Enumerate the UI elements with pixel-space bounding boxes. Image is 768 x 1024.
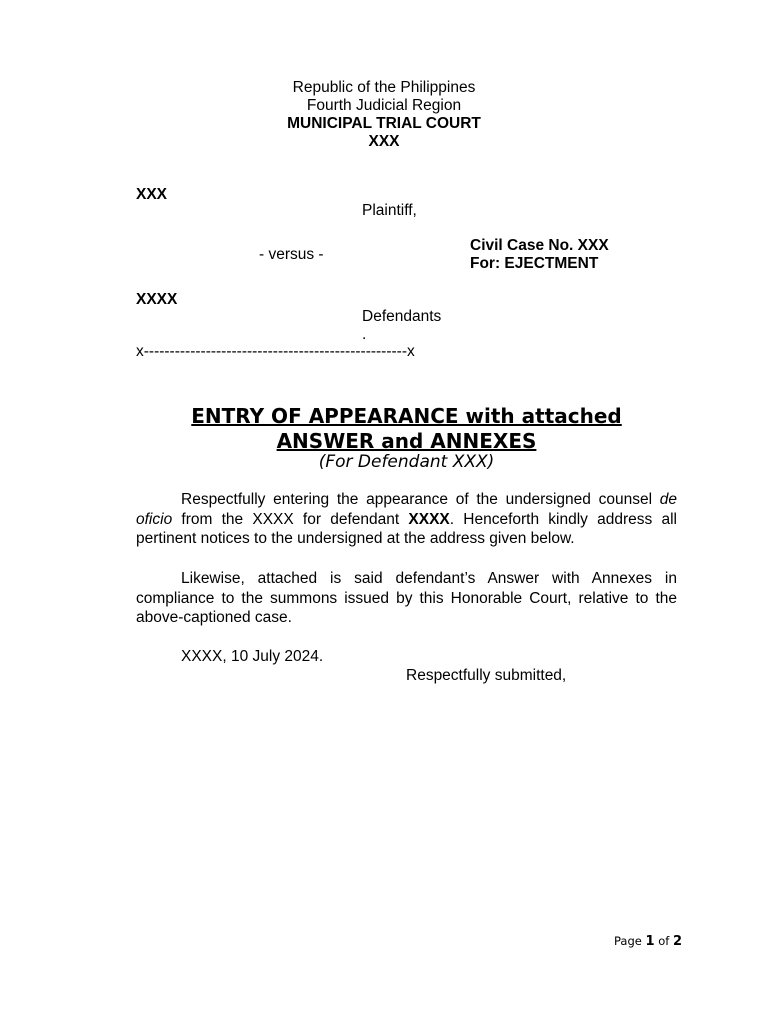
date-line: XXXX, 10 July 2024. — [181, 648, 324, 665]
plaintiff-label: Plaintiff, — [362, 202, 417, 219]
header-court: MUNICIPAL TRIAL COURT — [287, 115, 481, 132]
case-number: Civil Case No. XXX — [470, 237, 609, 254]
document-subtitle: (For Defendant XXX) — [318, 452, 495, 472]
case-for: For: EJECTMENT — [470, 255, 599, 272]
header-location: XXX — [368, 133, 400, 150]
defendant-period: . — [362, 326, 367, 343]
page-number: Page 1 of 2 — [614, 934, 682, 949]
header-region: Fourth Judicial Region — [306, 97, 462, 114]
header-republic: Republic of the Philippines — [292, 79, 476, 96]
closing-line: Respectfully submitted, — [406, 667, 567, 684]
plaintiff-name: XXX — [136, 186, 168, 203]
defendant-label: Defendants — [362, 308, 442, 325]
paragraph-appearance: Respectfully entering the appearance of the undersigned counsel de oficio from the XXXX for defendant XXXX. Henceforth kindly address all pertinent notices to the undersigned at the address given below. — [136, 491, 677, 547]
caption-separator: x---------------------------------------------------x — [136, 343, 415, 360]
document-title-line2: ANSWER and ANNEXES — [276, 429, 537, 453]
defendant-name: XXXX — [136, 291, 178, 308]
paragraph-attachment: Likewise, attached is said defendant’s Answer with Annexes in compliance to the summons issued by this Honorable Court, relative to the above-captioned case. — [136, 570, 677, 626]
document-title-line1: ENTRY OF APPEARANCE with attached — [191, 404, 622, 428]
versus: - versus - — [259, 246, 324, 263]
